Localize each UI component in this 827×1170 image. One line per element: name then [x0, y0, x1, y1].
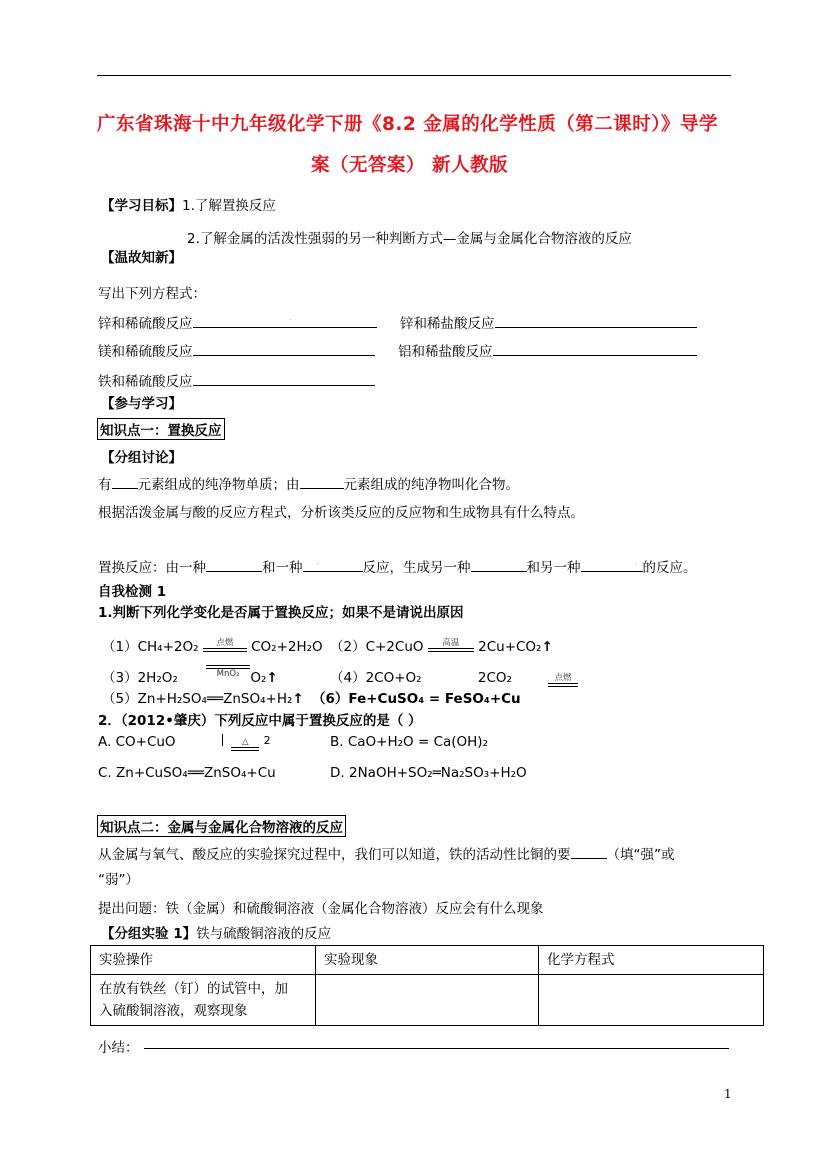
review-row-5 — [98, 370, 375, 390]
question-2: 2．（2012•肇庆）下列反应中属于置换反应的是（ ） — [98, 713, 422, 729]
reaction-condition: 点燃 — [203, 639, 247, 652]
kp2-para-2: 提出问题：铁（金属）和硫酸铜溶液（金属化合物溶液）反应会有什么现象 — [98, 901, 544, 917]
table-header-row — [91, 946, 764, 975]
review-item-iron-sulfuric: 铁和稀硫酸反应 — [98, 374, 193, 390]
equation-2: （2）C+2CuO 高温 2Cu+CO₂↑ — [330, 638, 553, 655]
page-title-line1: 广东省珠海十中九年级化学下册《8.2 金属的化学性质（第二课时）》导学 — [97, 114, 718, 135]
answer-blank[interactable] — [193, 343, 375, 356]
reaction-condition: 高温 — [428, 639, 474, 652]
gas-arrow-icon: ↑ — [292, 691, 304, 707]
review-item-magnesium-sulfuric: 镁和稀硫酸反应 — [98, 344, 193, 360]
answer-blank[interactable]: . — [303, 559, 363, 572]
kp2-para-1: 从金属与氧气、酸反应的实验探究过程中，我们可以知道，铁的活动性比铜的要 （填“强”或 — [98, 847, 675, 863]
equation-1: （1）CH₄+2O₂ 点燃 CO₂+2H₂O — [102, 638, 323, 655]
option-a: A. CO+CuO — [98, 734, 176, 750]
answer-blank[interactable]: . — [581, 559, 643, 572]
equation-4: （4）2CO+O₂ 2CO₂ — [330, 670, 512, 686]
kp1-para-2: 根据活泼金属与酸的反应方程式，分析该类反应的反应物和生成物具有什么特点。 — [98, 505, 584, 521]
experiment-label: 【分组实验 1】 — [101, 926, 197, 942]
table-cell-operation: 在放有铁丝（钉）的试管中，加 入硫酸铜溶液，观察现象 — [91, 975, 316, 1026]
header-rule — [97, 75, 731, 76]
answer-blank[interactable] — [193, 373, 375, 386]
gas-arrow-icon: ↑ — [266, 670, 278, 686]
option-c: C. Zn+CuSO₄══ZnSO₄+Cu — [98, 765, 276, 781]
gas-arrow-icon: ↑ — [541, 639, 553, 655]
answer-blank[interactable] — [112, 476, 138, 489]
equation-6: （6）Fe+CuSO₄ = FeSO₄+Cu — [312, 691, 521, 707]
review-row-3 — [98, 340, 375, 360]
experiment-label-line — [101, 922, 331, 942]
answer-blank[interactable] — [493, 343, 697, 356]
equation-4-condition — [548, 668, 578, 687]
option-a-condition: △ 2 — [222, 732, 271, 751]
goal-item-2: 2.了解金属的活泼性强弱的另一种判断方式—金属与金属化合物溶液的反应 — [187, 231, 632, 247]
answer-blank[interactable] — [571, 846, 607, 859]
discuss-label: 【分组讨论】 — [101, 450, 182, 466]
summary-answer-line[interactable] — [144, 1048, 729, 1049]
kp1-heading: 知识点一：置换反应 — [97, 418, 225, 440]
experiment-title: 铁与硫酸铜溶液的反应 — [196, 926, 332, 942]
option-d: D. 2NaOH+SO₂═Na₂SO₃+H₂O — [330, 765, 527, 781]
summary-label: 小结： — [98, 1040, 139, 1056]
table-header-cell: 实验现象 — [316, 946, 539, 975]
review-item-zinc-hydrochloric: 锌和稀盐酸反应 — [400, 316, 495, 332]
answer-blank[interactable] — [495, 315, 697, 328]
goals-line1 — [101, 194, 276, 214]
kp2-heading: 知识点二：金属与金属化合物溶液的反应 — [97, 815, 346, 837]
answer-blank[interactable]: . — [193, 315, 377, 328]
review-row-1 — [98, 312, 377, 332]
equation-5: （5）Zn+H₂SO₄══ZnSO₄+H₂↑ — [102, 691, 304, 707]
equation-3: （3）2H₂O₂ MnO₂ O₂↑ — [102, 666, 278, 686]
review-label: 【温故知新】 — [101, 250, 182, 266]
kp1-para-1: 有 元素组成的纯净物单质；由 元素组成的纯净物叫化合物。 — [98, 477, 519, 493]
reaction-condition: MnO₂ — [206, 665, 250, 679]
table-header-cell: 化学方程式 — [539, 946, 764, 975]
table-cell-phenomenon[interactable] — [316, 975, 539, 1026]
reaction-condition: 点燃 — [548, 674, 578, 687]
page-number: 1 — [724, 1087, 732, 1101]
question-1: 1.判断下列化学变化是否属于置换反应；如果不是请说出原因 — [98, 605, 464, 621]
review-item-aluminum-hydrochloric: 铝和稀盐酸反应 — [398, 344, 493, 360]
option-b: B. CaO+H₂O = Ca(OH)₂ — [330, 734, 488, 750]
replacement-definition: 置换反应：由一种 和一种 . 反应，生成另一种 和另一种 . 的反应。 — [98, 557, 697, 576]
table-row — [91, 975, 764, 1026]
participate-label: 【参与学习】 — [101, 396, 182, 412]
goal-item-1: 1.了解置换反应 — [182, 198, 276, 214]
answer-blank[interactable] — [471, 559, 527, 572]
review-row-4 — [398, 340, 697, 360]
heating-condition-icon: △ — [231, 738, 259, 751]
table-header-cell: 实验操作 — [91, 946, 316, 975]
goals-label: 【学习目标】 — [101, 198, 182, 214]
kp2-para-1-end: “弱”） — [98, 872, 139, 888]
review-row-2 — [400, 312, 697, 332]
review-item-zinc-sulfuric: 锌和稀硫酸反应 — [98, 316, 193, 332]
answer-blank[interactable] — [300, 476, 344, 489]
selfcheck-label: 自我检测 1 — [98, 584, 167, 600]
experiment-table — [90, 945, 764, 1026]
review-intro: 写出下列方程式： — [98, 286, 206, 302]
page-title-line2: 案（无答案） 新人教版 — [311, 155, 508, 176]
table-cell-equation[interactable] — [539, 975, 764, 1026]
answer-blank[interactable] — [206, 559, 262, 572]
